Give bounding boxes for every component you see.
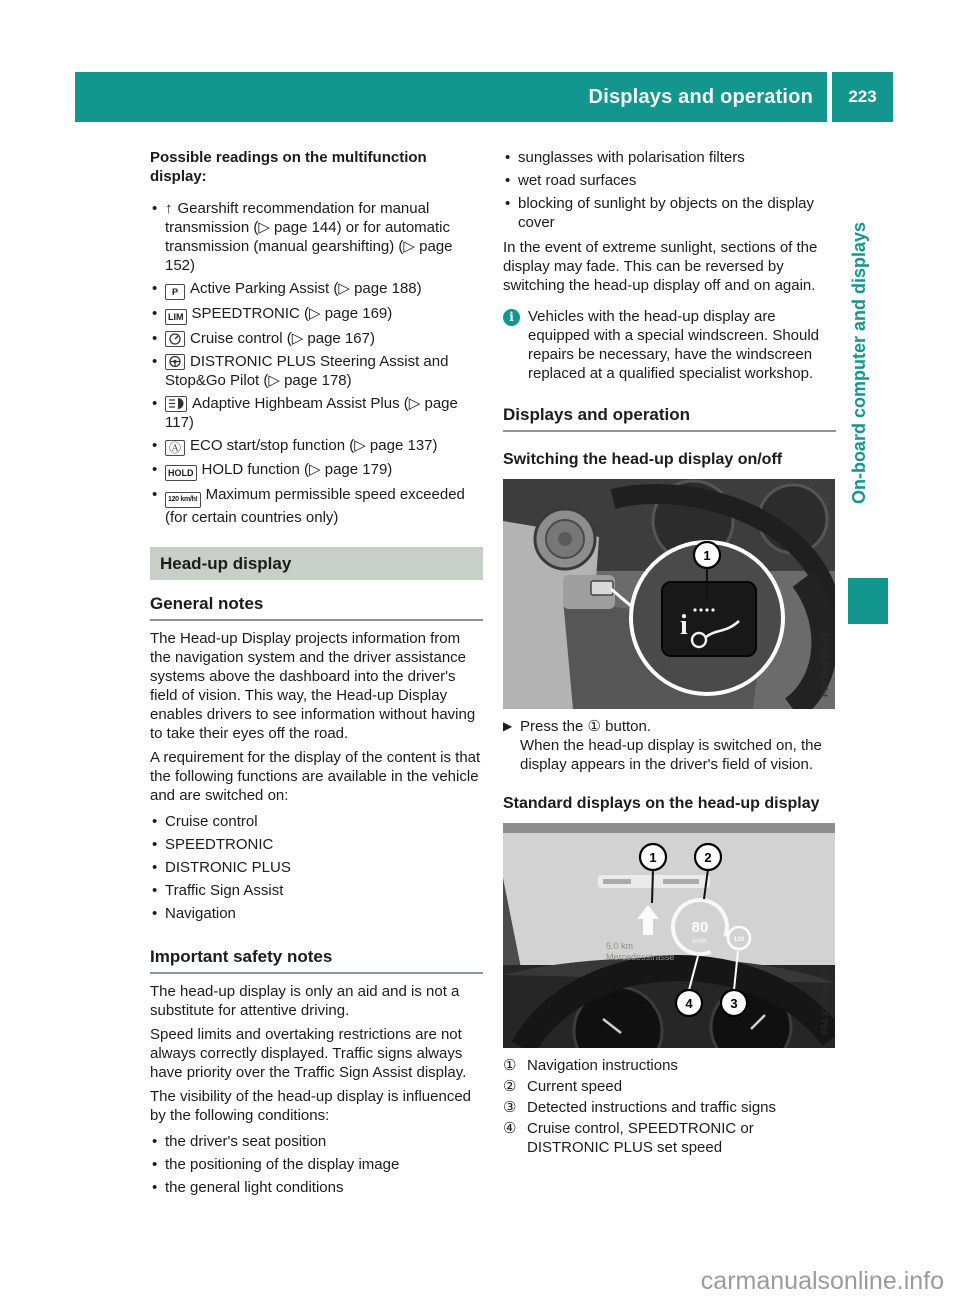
list-item: • the driver's seat position: [150, 1132, 483, 1151]
step-line2: When the head-up display is switched on, the display appears in the driver's field of vision.: [520, 737, 822, 773]
legend-item: [503, 1119, 836, 1157]
eco-start-stop-icon: Ⓐ: [165, 440, 185, 456]
reading-text: HOLD function (▷ page 179): [201, 461, 393, 478]
callout-3: 3: [730, 996, 738, 1011]
hud-photo: [503, 823, 835, 1048]
callout-4: 4: [685, 996, 693, 1011]
list-item: • blocking of sunlight by objects on the display cover: [503, 194, 836, 232]
parking-assist-icon: P: [165, 284, 185, 300]
photo-code: P54.33-4750-31: [820, 970, 830, 1035]
list-item: • sunglasses with polarisation filters: [503, 148, 836, 167]
svg-text:i: i: [680, 610, 688, 641]
reading-text: Gearshift recommendation for manual transmission (▷ page 144) or for automatic transmission (manual gearshifting) (▷ page 152): [165, 200, 453, 274]
legend-text: Cruise control, SPEEDTRONIC or DISTRONIC PLUS set speed: [527, 1120, 754, 1156]
legend-text: Navigation instructions: [527, 1057, 678, 1074]
reading-text: Cruise control (▷ page 167): [190, 330, 375, 347]
list-item: [150, 485, 483, 527]
hud-legend: [503, 1056, 836, 1157]
list-item: [150, 329, 483, 348]
standard-displays-heading: Standard displays on the head-up display: [503, 795, 820, 812]
right-column: [503, 148, 836, 1159]
list-item: • the positioning of the display image: [150, 1155, 483, 1174]
hud-street: Mercedesstrasse: [606, 952, 675, 962]
list-item: [150, 352, 483, 390]
reading-text: Active Parking Assist (▷ page 188): [190, 280, 422, 297]
list-item: • Cruise control: [150, 812, 483, 831]
hold-function-icon: HOLD: [165, 465, 197, 481]
legend-item: [503, 1077, 836, 1096]
left-column: [150, 148, 483, 1203]
step-line1: Press the ① button.: [520, 718, 652, 735]
chapter-tab-label: On-board computer and displays: [849, 222, 869, 505]
callout-1: 1: [649, 850, 657, 865]
list-item: • the general light conditions: [150, 1178, 483, 1197]
info-icon: i: [503, 309, 520, 326]
reading-text: SPEEDTRONIC (▷ page 169): [191, 305, 393, 322]
paragraph: The visibility of the head-up display is influenced by the following conditions:: [150, 1088, 472, 1124]
hud-sign: 120: [733, 936, 745, 943]
header-bar: [75, 72, 827, 122]
reading-text: DISTRONIC PLUS Steering Assist and Stop&Go Pilot (▷ page 178): [165, 353, 449, 389]
figure-headup-button: [503, 479, 835, 709]
instruction-step: [503, 717, 836, 774]
list-item: • SPEEDTRONIC: [150, 835, 483, 854]
list-item: • Traffic Sign Assist: [150, 881, 483, 900]
paragraph: A requirement for the display of the content is that the following functions are available in the vehicle and are switched on:: [150, 749, 481, 804]
switching-heading: Switching the head-up display on/off: [503, 451, 783, 468]
reading-text: Adaptive Highbeam Assist Plus (▷ page 117): [165, 395, 458, 431]
callout-2: 2: [704, 850, 712, 865]
paragraph: The head-up display is only an aid and is not a substitute for attentive driving.: [150, 983, 460, 1019]
dashboard-photo: [503, 479, 835, 709]
info-note-text: Vehicles with the head-up display are equipped with a special windscreen. Should repairs be necessary, have the windscreen replaced at a qualified specialist workshop.: [528, 308, 820, 382]
hud-speed-unit: km/h: [692, 938, 708, 945]
list-item: • DISTRONIC PLUS: [150, 858, 483, 877]
cruise-control-icon: [165, 331, 185, 347]
list-item: [150, 436, 483, 456]
speedtronic-limit-icon: LIM: [165, 309, 187, 325]
list-item: [150, 460, 483, 481]
callout-1: 1: [703, 548, 711, 563]
legend-marker-1: ①: [503, 1057, 517, 1074]
header-title: Displays and operation: [588, 85, 813, 108]
legend-text: Detected instructions and traffic signs: [527, 1099, 777, 1116]
list-item: [150, 279, 483, 300]
readings-heading: Possible readings on the multifunction display:: [150, 149, 427, 185]
adaptive-highbeam-icon: [165, 396, 187, 412]
list-item: • wet road surfaces: [503, 171, 836, 190]
step-arrow-icon: ▶: [503, 719, 513, 733]
photo-code: P54.26-0355-31: [820, 632, 830, 697]
list-item: [150, 304, 483, 325]
paragraph: The Head-up Display projects information from the navigation system and the driver assistance systems above the dashboard into the driver's field of vision. This way, the Head-up Display enables drivers to see information without having to take their eyes off the road.: [150, 630, 476, 742]
headup-display-banner: Head-up display: [150, 547, 483, 580]
displays-operation-heading: Displays and operation: [503, 405, 836, 432]
watermark: carmanualsonline.info: [700, 1267, 944, 1295]
legend-item: [503, 1098, 836, 1117]
general-notes-heading: General notes: [150, 594, 483, 621]
list-item: • Navigation: [150, 904, 483, 923]
functions-list: [150, 812, 483, 923]
page-number: 223: [832, 72, 893, 122]
readings-list: [150, 199, 483, 527]
safety-notes-heading: Important safety notes: [150, 947, 483, 974]
legend-item: [503, 1056, 836, 1075]
hud-speed: 80: [691, 919, 709, 936]
figure-headup-display: [503, 823, 835, 1048]
list-item: [150, 199, 483, 275]
hud-distance: 5.0 km: [606, 941, 634, 951]
chapter-tab-marker: [848, 578, 888, 624]
conditions-list: [150, 1132, 483, 1197]
paragraph: In the event of extreme sunlight, sections of the display may fade. This can be reversed by switching the head-up display off and on again.: [503, 239, 818, 294]
visibility-factors-list: [503, 148, 836, 232]
legend-marker-3: ③: [503, 1099, 517, 1116]
info-note: [503, 307, 836, 383]
legend-text: Current speed: [527, 1078, 623, 1095]
list-item: [150, 394, 483, 432]
legend-marker-4: ④: [503, 1120, 517, 1137]
reading-text: ECO start/stop function (▷ page 137): [190, 437, 438, 454]
distronic-steering-icon: [165, 354, 185, 370]
reading-text: Maximum permissible speed exceeded (for certain countries only): [165, 486, 465, 526]
legend-marker-2: ②: [503, 1078, 517, 1095]
speed-exceeded-icon: 120 km/h!: [165, 492, 201, 508]
paragraph: Speed limits and overtaking restrictions are not always correctly displayed. Traffic signs always have priority over the Traffic Sign Assist display.: [150, 1026, 467, 1081]
gearshift-up-icon: ↑: [165, 200, 173, 217]
